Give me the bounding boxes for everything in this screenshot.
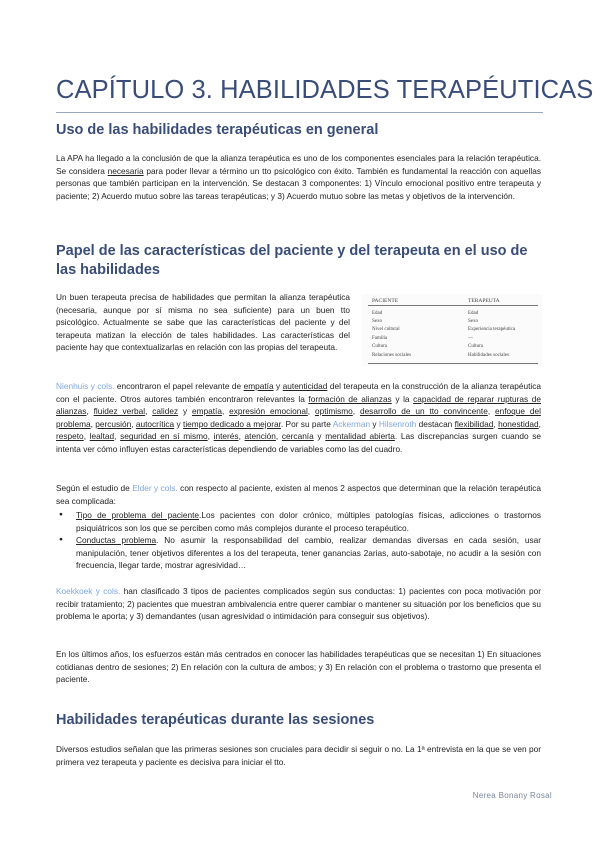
- table-row: Cultura Cultura: [372, 344, 483, 349]
- reference-link[interactable]: Elder y cols.: [132, 483, 178, 493]
- list-item: ● Tipo de problema del paciente.Los pacientes con dolor crónico, múltiples patologías físicas, adicciones o trastornos psiquiátricos son los que se perciben como más complejos durante el proceso terapéutico.: [56, 509, 541, 534]
- section-heading-papel: Papel de las características del paciente y del terapeuta en el uso de las habilidades: [56, 243, 528, 278]
- table-row: Familia —: [372, 336, 473, 341]
- paragraph-koekkoek: Koekkoek y cols. han clasificado 3 tipos de pacientes complicados según sus conductas: 1) pacientes con poca motivación por recibir tratamiento; 2) pacientes que muestran ambivalencia entre querer cambiar o mantener su situación por los beneficios que su problema le aporta; y 3) demandantes (usan agresividad o intimidación para conseguir sus objetivos).: [56, 586, 541, 622]
- paragraph-apa: La APA ha llegado a la conclusión de que la alianza terapéutica es uno de los componentes esenciales para la relación terapéutica. Se considera necesaria para poder llevar a término un tto psicológico con éxito. También es fundamental la reacción con aquellas personas que también participan en la intervención. Se destacan 3 componentes: 1) Vínculo emocional positivo entre terapeuta y paciente; 2) Acuerdo mutuo sobre las tareas terapéuticas; y 3) Acuerdo mutuo sobre las metas y objetivos de la intervención.: [56, 153, 541, 201]
- section-heading-uso: Uso de las habilidades terapéuticas en general: [56, 122, 379, 138]
- table-header: PACIENTE TERAPEUTA: [368, 297, 538, 306]
- paragraph-elder: Según el estudio de Elder y cols. con respecto al paciente, existen al menos 2 aspectos que determinan que la relación terapéutica sea complicada:: [56, 483, 542, 506]
- bullet-list: [56, 509, 541, 572]
- reference-link[interactable]: Nienhuis y cols.: [56, 381, 115, 391]
- list-item: ● Conductas problema. No asumir la responsabilidad del cambio, realizar demandas diversas en cada sesión, usar manipulación, tener objetivos diferentes a los del terapeuta, tener ganancias 2arias, auto-sabotaje, no acudir a la sesión con frecuencia, llegar tarde, mostrar agresividad…: [56, 534, 541, 572]
- reference-link[interactable]: Ackerman: [332, 418, 371, 429]
- paragraph-nienhuis: Nienhuis y cols. encontraron el papel relevante de empatía y autenticidad del terapeuta en la construcción de la alianza terapéutica con el paciente. Otros autores también encontraron relevantes la formación de alianzas y la capacidad de reparar rupturas de alianzas, fluidez verbal, calidez y empatía, expresión emocional, optimismo, desarrollo de un tto convincente, enfoque del problema, percusión, autocrítica y tiempo dedicado a mejorar. Por su parte Ackerman y Hilsenroth destacan flexibilidad, honestidad, respeto, lealtad, seguridad en sí mismo, interés, atención, cercanía y mentalidad abierta. Las discrepancias surgen cuando se intenta ver cómo influyen estas características dependiendo de variables como las del cuadro.: [56, 381, 542, 454]
- characteristics-table-image: [362, 294, 542, 366]
- author-footer: Nerea Bonany Rosal: [472, 791, 552, 800]
- chapter-title: CAPÍTULO 3. HABILIDADES TERAPÉUTICAS: [56, 76, 594, 104]
- reference-link[interactable]: Koekkoek y cols.: [56, 586, 121, 596]
- reference-link[interactable]: Hilsenroth: [378, 418, 417, 429]
- paragraph-primeras-sesiones: Diversos estudios señalan que las primeras sesiones son cruciales para decidir si seguir o no. La 1ª entrevista en la que se ven por primera vez terapeuta y paciente es decisiva para iniciar el tto.: [56, 744, 541, 767]
- title-divider: [56, 112, 543, 113]
- table-row: Sexo Sexo: [372, 319, 478, 324]
- table-row: Edad Edad: [372, 311, 479, 316]
- paragraph-ultimos-anos: En los últimos años, los esfuerzos están más centrados en conocer las habilidades terapéuticas que se necesitan 1) En situaciones cotidianas dentro de sesiones; 2) En relación con la cultura de ambos; y 3) En relación con el problema o trastorno que presenta el paciente.: [56, 649, 541, 685]
- table-bottom-rule: [368, 363, 538, 364]
- table-row: Relaciones sociales Habilidades sociales: [372, 353, 509, 358]
- section-heading-sesiones: Habilidades terapéuticas durante las sesiones: [56, 712, 375, 728]
- paragraph-buen-terapeuta: Un buen terapeuta precisa de habilidades que permitan la alianza terapéutica (necesaria, aunque por sí misma no sea suficiente) para un buen tto psicológico. Actualmente se sabe que las características del paciente y del terapeuta matizan la elección de tales habilidades. Las características del paciente hay que contextualizarlas en relación con las propias del terapeuta.: [56, 292, 350, 353]
- table-row: Nivel cultural Experiencia terapéutica: [372, 327, 516, 332]
